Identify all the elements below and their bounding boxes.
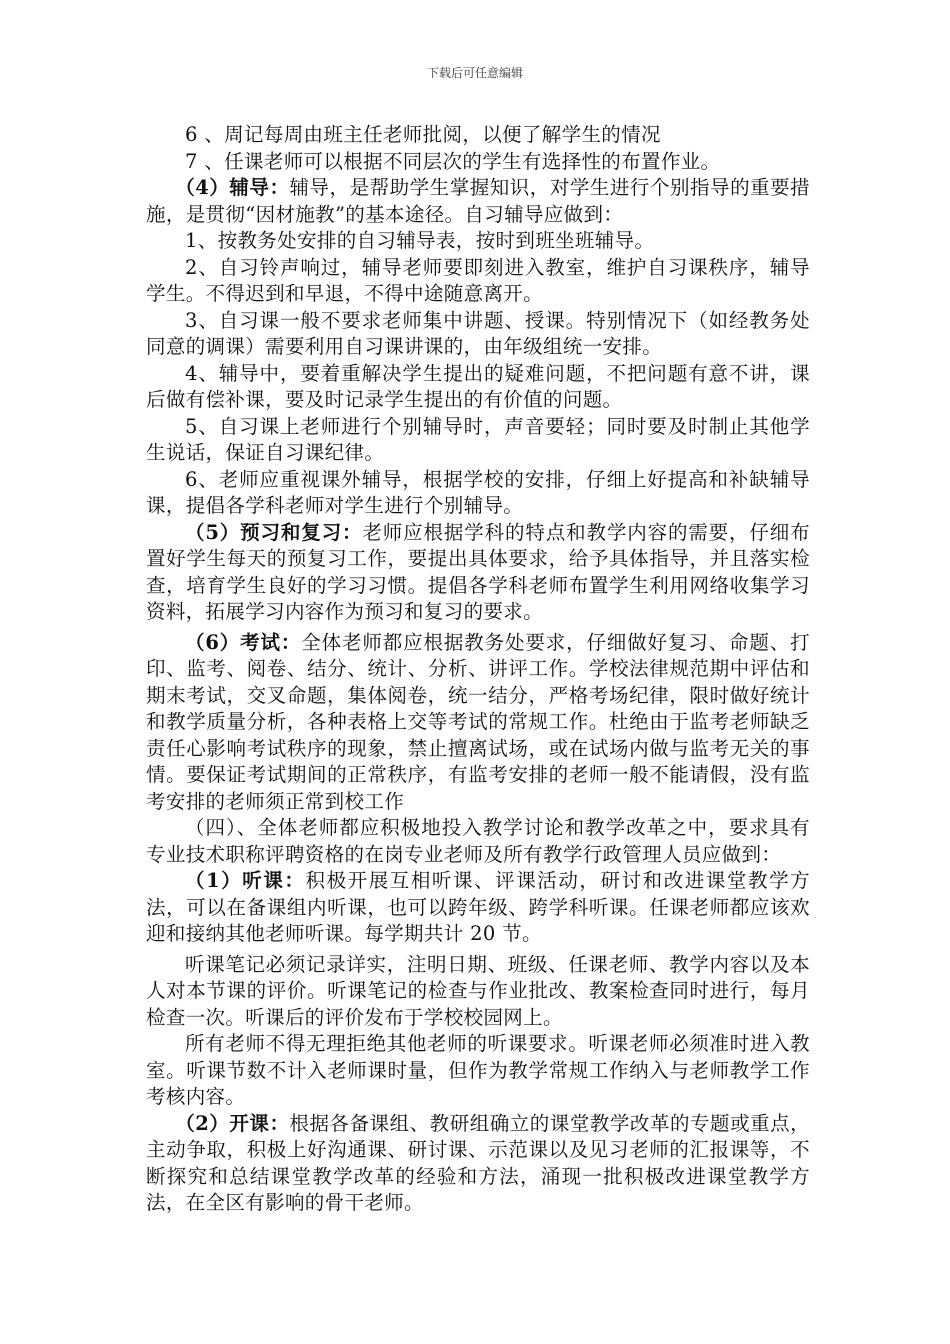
- paragraph-observation: [146, 868, 810, 948]
- paragraph-text: 5、自习课上老师进行个别辅导时，声音要轻；同时要及时制止其他学生说话，保证自习课纪律。: [146, 414, 810, 464]
- paragraph-exams: [146, 630, 810, 816]
- document-body: [146, 122, 810, 1217]
- paragraph-lead: （6）考试：: [185, 630, 302, 654]
- paragraph-tutoring-5: [146, 414, 810, 467]
- paragraph-text: 根据各备课组、教研组确立的课堂教学改革的专题或重点，主动争取，积极上好沟通课、研讨课、示范课以及见习老师的汇报课等，不断探究和总结课堂教学改革的经验和方法，涌现一批积极改进课堂教学方法，在全区有影响的骨干老师。: [146, 1111, 810, 1214]
- paragraph-text: 2、自习铃声响过，辅导老师要即刻进入教室，维护自习课秩序，辅导学生。不得迟到和早退，不得中途随意离开。: [146, 255, 810, 305]
- paragraph-homework: [146, 149, 810, 176]
- paragraph-text: 3、自习课一般不要求老师集中讲题、授课。特别情况下（如经教务处同意的调课）需要利用自习课讲课的，由年级组统一安排。: [146, 308, 810, 358]
- paragraph-lead: （5）预习和复习：: [185, 520, 363, 544]
- paragraph-weekly-journal: [146, 122, 810, 149]
- paragraph-text: 7 、任课老师可以根据不同层次的学生有选择性的布置作业。: [185, 149, 721, 173]
- paragraph-text: 6 、周记每周由班主任老师批阅，以便了解学生的情况: [185, 123, 661, 146]
- paragraph-tutoring-4: [146, 361, 810, 414]
- paragraph-tutoring: [146, 175, 810, 228]
- paragraph-text: 听课笔记必须记录详实，注明日期、班级、任课老师、教学内容以及本人对本节课的评价。听课笔记的检查与作业批改、教案检查同时进行，每月检查一次。听课后的评价发布于学校校园网上。: [146, 952, 810, 1029]
- paragraph-observation-notes: [146, 952, 810, 1032]
- paragraph-preview-review: [146, 520, 810, 626]
- paragraph-lead: （1）听课：: [185, 869, 306, 892]
- paragraph-open-class: [146, 1111, 810, 1217]
- paragraph-tutoring-2: [146, 255, 810, 308]
- paragraph-observation-rules: [146, 1031, 810, 1111]
- paragraph-text: 4、辅导中，要着重解决学生提出的疑难问题，不把问题有意不讲，课后做有偿补课，要及时记录学生提出的有价值的问题。: [146, 361, 810, 411]
- paragraph-text: 所有老师不得无理拒绝其他老师的听课要求。听课老师必须准时进入教室。听课节数不计入老师课时量，但作为教学常规工作纳入与老师教学工作考核内容。: [146, 1032, 810, 1108]
- paragraph-text: 6、老师应重视课外辅导，根据学校的安排，仔细上好提高和补缺辅导课，提倡各学科老师对学生进行个别辅导。: [146, 467, 810, 517]
- paragraph-tutoring-6: [146, 467, 810, 520]
- paragraph-text: 积极开展互相听课、评课活动，研讨和改进课堂教学方法，可以在备课组内听课，也可以跨年级、跨学科听课。任课老师都应该欢迎和接纳其他老师听课。每学期共计 20 节。: [146, 869, 810, 945]
- paragraph-lead: （2）开课：: [175, 1111, 290, 1135]
- paragraph-tutoring-1: [146, 228, 810, 255]
- paragraph-text: （四）、全体老师都应积极地投入教学讨论和教学改革之中，要求具有专业技术职称评聘资格的在岗专业老师及所有教学行政管理人员应做到：: [146, 816, 810, 866]
- paragraph-section-four: [146, 815, 810, 868]
- paragraph-text: 全体老师都应根据教务处要求，仔细做好复习、命题、打印、监考、阅卷、结分、统计、分析、讲评工作。学校法律规范期中评估和期末考试，交叉命题，集体阅卷，统一结分，严格考场纪律，限时做好统计和教学质量分析，各种表格上交等考试的常规工作。杜绝由于监考老师缺乏责任心影响考试秩序的现象，禁止擅离试场，或在试场内做与监考无关的事情。要保证考试期间的正常秩序，有监考安排的老师一般不能请假，没有监考安排的老师须正常到校工作: [146, 630, 810, 813]
- paragraph-text: 1、按教务处安排的自习辅导表，按时到班坐班辅导。: [185, 229, 655, 252]
- paragraph-tutoring-3: [146, 308, 810, 361]
- paragraph-text: 老师应根据学科的特点和教学内容的需要，仔细布置好学生每天的预复习工作，要提出具体要求，给予具体指导，并且落实检查，培育学生良好的学习习惯。提倡各学科老师布置学生利用网络收集学习资料，拓展学习内容作为预习和复习的要求。: [146, 520, 811, 623]
- page-header-note: 下载后可任意编辑: [426, 66, 523, 80]
- paragraph-lead: （4）辅导：: [175, 176, 290, 199]
- paragraph-text: 辅导，是帮助学生掌握知识，对学生进行个别指导的重要措施，是贯彻“因材施教”的基本途径。自习辅导应做到：: [146, 176, 810, 226]
